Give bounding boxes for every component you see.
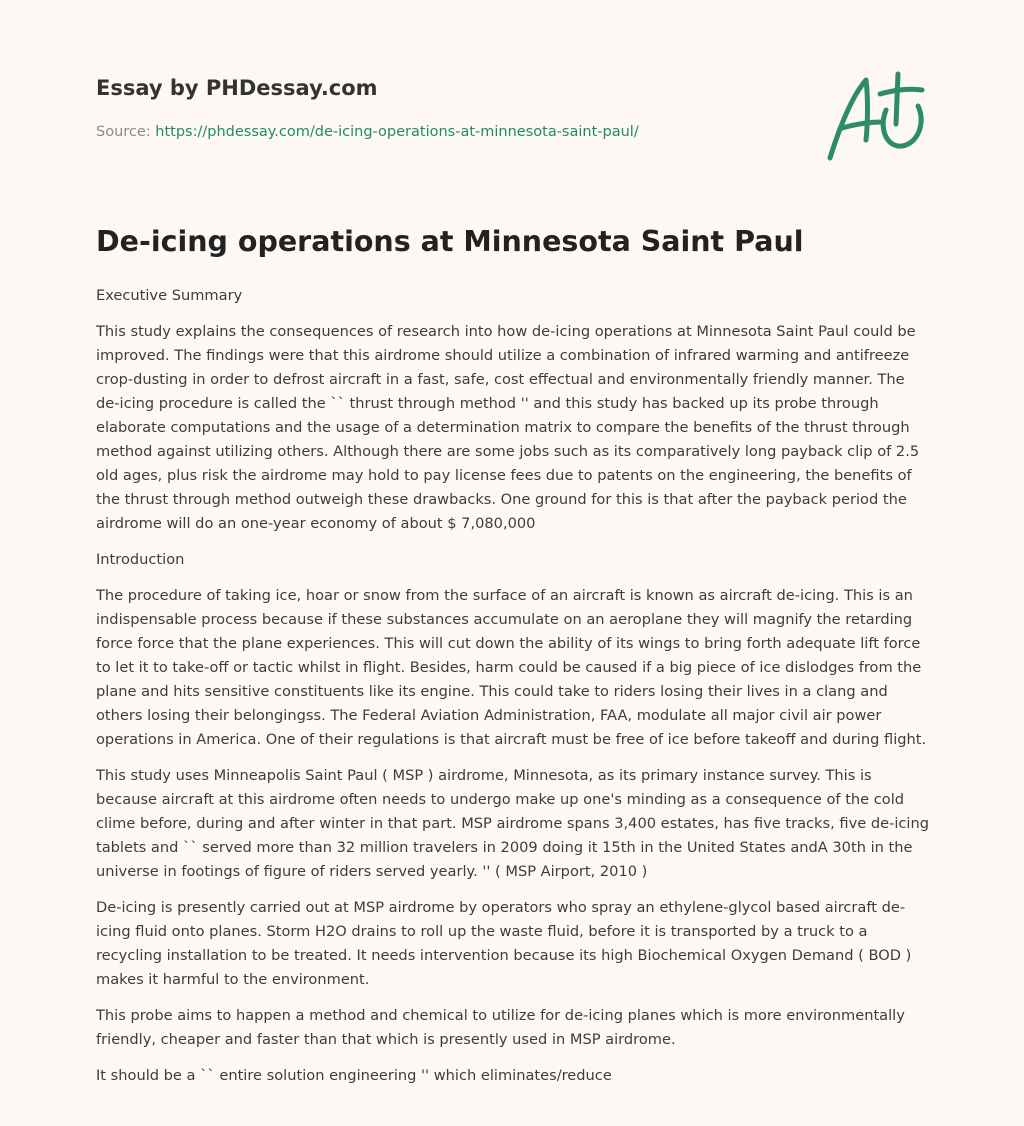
site-title: Essay by PHDessay.com	[96, 76, 378, 100]
source-link[interactable]: https://phdessay.com/de-icing-operations-at-minnesota-saint-paul/	[155, 124, 639, 140]
a-plus-logo-icon	[822, 66, 932, 166]
paragraph: This probe aims to happen a method and chemical to utilize for de-icing planes which is more environmentally friendly, cheaper and faster than that which is presently used in MSP airdrome.	[96, 1007, 905, 1048]
paragraph: The procedure of taking ice, hoar or snow from the surface of an aircraft is known as aircraft de-icing. This is an indispensable process because if these substances accumulate on an aeroplane they will magnify the retarding force force that the plane experiences. This will cut down the ability of its wings to bring forth adequate lift force to let it to take-off or tactic whilst in flight. Besides, harm could be caused if a big piece of ice dislodges from the plane and hits sensitive constituents like its engine. This could take to riders losing their lives in a clang and others losing their belongingss. The Federal Aviation Administration, FAA, modulate all major civil air power operations in America. One of their regulations is that aircraft must be free of ice before takeoff and during flight.	[96, 587, 927, 748]
essay-title: De-icing operations at Minnesota Saint Paul	[96, 225, 804, 258]
source-line	[96, 124, 639, 140]
paragraph: This study uses Minneapolis Saint Paul ( MSP ) airdrome, Minnesota, as its primary instance survey. This is because aircraft at this airdrome often needs to undergo make up one's minding as a consequence of the cold clime before, during and after winter in that part. MSP airdrome spans 3,400 estates, has five tracks, five de-icing tablets and `` served more than 32 million travelers in 2009 doing it 15th in the United States andA 30th in the universe in footings of figure of riders served yearly. '' ( MSP Airport, 2010 )	[96, 767, 929, 880]
paragraph: This study explains the consequences of research into how de-icing operations at Minnesota Saint Paul could be improved. The findings were that this airdrome should utilize a combination of infrared warming and antifreeze crop-dusting in order to defrost aircraft in a fast, safe, cost effectual and environmentally friendly manner. The de-icing procedure is called the `` thrust through method '' and this study has backed up its probe through elaborate computations and the usage of a determination matrix to compare the benefits of the thrust through method against utilizing others. Although there are some jobs such as its comparatively long payback clip of 2.5 old ages, plus risk the airdrome may hold to pay license fees due to patents on the engineering, the benefits of the thrust through method outweigh these drawbacks. One ground for this is that after the payback period the airdrome will do an one-year economy of about $ 7,080,000	[96, 323, 920, 532]
source-label: Source:	[96, 124, 151, 140]
paragraph: It should be a `` entire solution engineering '' which eliminates/reduce	[96, 1067, 612, 1084]
essay-body	[96, 284, 932, 1100]
section-heading-executive-summary: Executive Summary	[96, 287, 243, 304]
paragraph: De-icing is presently carried out at MSP airdrome by operators who spray an ethylene-glycol based aircraft de-icing fluid onto planes. Storm H2O drains to roll up the waste fluid, before it is transported by a truck to a recycling installation to be treated. It needs intervention because its high Biochemical Oxygen Demand ( BOD ) makes it harmful to the environment.	[96, 899, 912, 988]
section-heading-introduction: Introduction	[96, 551, 185, 568]
